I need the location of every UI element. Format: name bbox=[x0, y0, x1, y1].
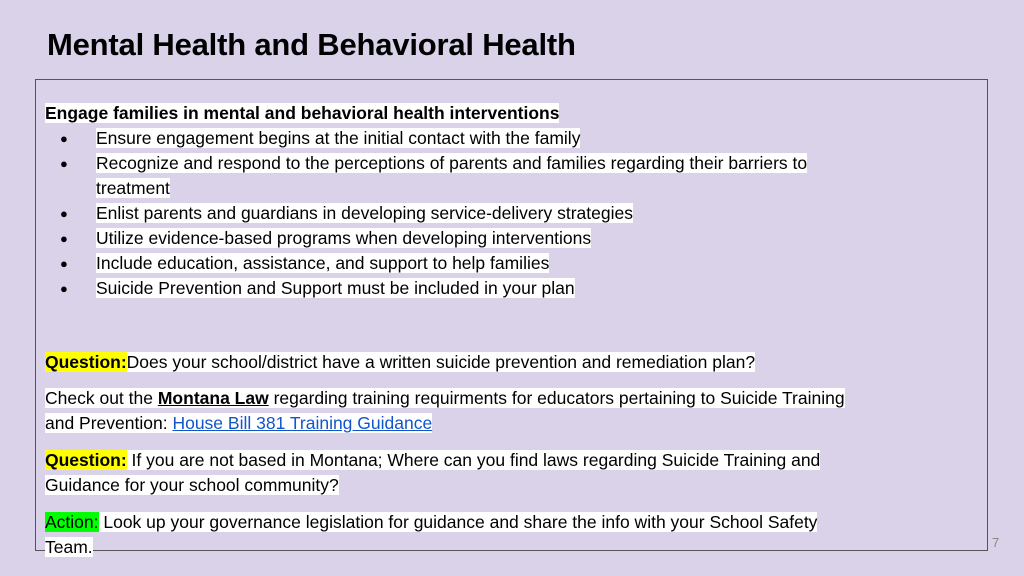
bullet-marker: ● bbox=[60, 156, 68, 171]
list-item-continuation: treatment bbox=[96, 178, 170, 198]
action-text: Look up your governance legislation for guidance and share the info with your School Safety bbox=[98, 512, 818, 532]
list-item: Utilize evidence-based programs when developing interventions bbox=[96, 228, 592, 248]
question-text: Does your school/district have a written suicide prevention and remediation plan? bbox=[126, 352, 756, 372]
action-label: Action: bbox=[45, 512, 99, 532]
check-law-line-2: and Prevention: House Bill 381 Training Guidance bbox=[45, 413, 433, 433]
bullet-marker: ● bbox=[60, 231, 68, 246]
action-line-2: Team. bbox=[45, 537, 93, 557]
list-item: Recognize and respond to the perceptions of parents and families regarding their barriers to bbox=[96, 153, 808, 173]
house-bill-381-link[interactable]: House Bill 381 Training Guidance bbox=[172, 413, 433, 433]
check-law-line: Check out the Montana Law regarding training requirments for educators pertaining to Suicide Training bbox=[45, 388, 845, 408]
question-2 bbox=[45, 448, 820, 473]
list-item: Suicide Prevention and Support must be included in your plan bbox=[96, 278, 575, 298]
question-label: Question: bbox=[45, 450, 127, 470]
page-number: 7 bbox=[992, 535, 1000, 550]
question-text: If you are not based in Montana; Where can you find laws regarding Suicide Training and bbox=[126, 450, 821, 470]
list-item: Include education, assistance, and support to help families bbox=[96, 253, 550, 273]
montana-law-link[interactable]: Montana Law bbox=[157, 388, 269, 408]
action bbox=[45, 510, 817, 535]
bullet-marker: ● bbox=[60, 256, 68, 271]
question-2-line-2: Guidance for your school community? bbox=[45, 475, 339, 495]
bullet-marker: ● bbox=[60, 131, 68, 146]
bullet-marker: ● bbox=[60, 281, 68, 296]
list-item: Enlist parents and guardians in developing service-delivery strategies bbox=[96, 203, 633, 223]
section-heading: Engage families in mental and behavioral health interventions bbox=[45, 103, 560, 123]
page-title: Mental Health and Behavioral Health bbox=[47, 27, 576, 62]
question-1 bbox=[45, 350, 755, 375]
question-label: Question: bbox=[45, 352, 127, 372]
bullet-marker: ● bbox=[60, 206, 68, 221]
list-item: Ensure engagement begins at the initial contact with the family bbox=[96, 128, 581, 148]
